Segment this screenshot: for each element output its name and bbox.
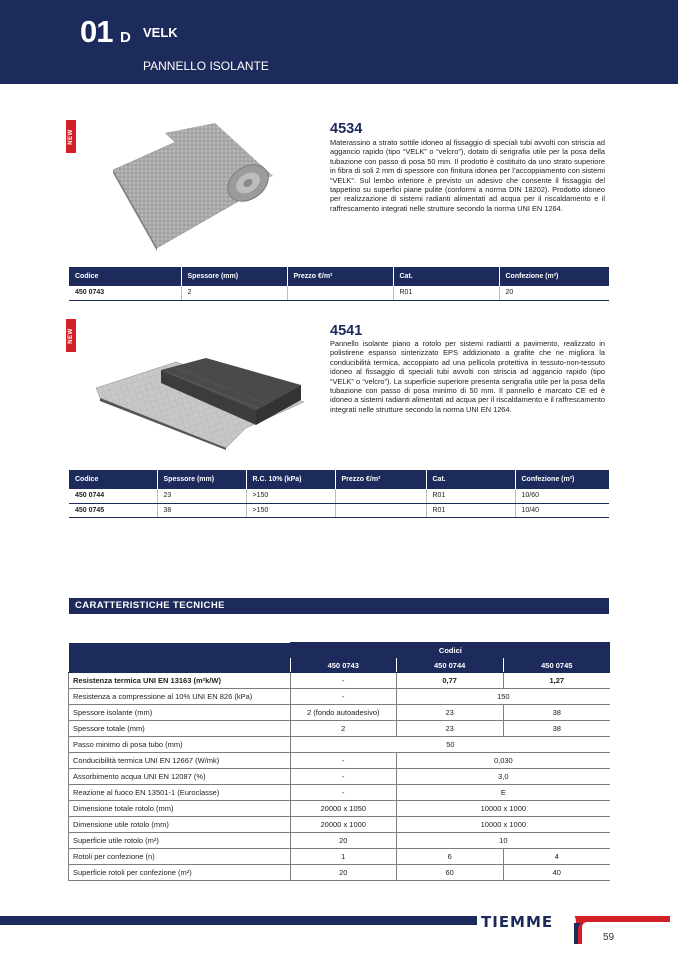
- cell: 20000 x 1050: [290, 801, 396, 817]
- table-row: [69, 865, 611, 881]
- table-row: [69, 689, 611, 705]
- product-table: [69, 267, 609, 301]
- new-badge-label: NEW: [68, 327, 74, 344]
- cell-code: 450 0743: [69, 286, 181, 300]
- row-label: Superficie rotoli per confezione (m²): [69, 865, 291, 881]
- cell: 2: [181, 286, 287, 300]
- codes-header: Codici: [290, 643, 610, 658]
- cell: -: [290, 785, 396, 801]
- row-label: Conducibilità termica UNI EN 12667 (W/mk): [69, 753, 291, 769]
- cell: 1,27: [503, 673, 610, 689]
- new-badge: [66, 120, 76, 153]
- product-description: Pannello isolante piano a rotolo per sistemi radianti a pavimento, realizzato in polistirene espanso sinterizzato EPS addizionato a grafite che ne migliora la conducibilità termica, accoppiato ad una pellicola protettiva in tessuto-non-tessuto idoneo al fissaggio di speciali tubi avvolti con striscia ad aggancio rapido (tipo “VELK” o “velcro”). La superficie superiore presenta serigrafia utile per la posa della tubazione con passo di posa minimo di 50 mm. Il pannello è marcato CE ed è idoneo a sistemi radianti alimentati ad acqua per il riscaldamento e il raffrescamento integrati nelle strutture secondo la norma UNI EN 1264.: [330, 339, 605, 414]
- section-number: 01: [80, 14, 113, 49]
- column-header: Codice: [69, 267, 181, 286]
- cell: 1: [290, 849, 396, 865]
- cell: 150: [396, 689, 610, 705]
- cell: 10/40: [515, 503, 609, 517]
- row-label: Passo minimo di posa tubo (mm): [69, 737, 291, 753]
- cell: R01: [426, 503, 515, 517]
- row-label: Resistenza a compressione al 10% UNI EN 826 (kPa): [69, 689, 291, 705]
- product-description: Materassino a strato sottile idoneo al fissaggio di speciali tubi avvolti con striscia ad aggancio rapido (tipo “VELK” o “velcro”), dotato di serigrafia utile per la posa della tubazione con passo di posa 50 mm. Il prodotto è costituito da uno strato superiore in fibra di soli 2 mm di spessore con finitura idonea per l’accoppiamento con sistemi “VELK”. Sul lembo inferiore è previsto un adesivo che consente il fissaggio del tappetino su superfici piane pulite (conformi a norma DIN 18202). Prodotto idoneo per realizzazione di sistemi radianti alimentati ad acqua per il riscaldamento e il raffrescamento integrati nelle strutture secondo la norma UNI EN 1264.: [330, 138, 605, 213]
- row-label: Rotoli per confezione (n): [69, 849, 291, 865]
- cell: [335, 489, 426, 503]
- tech-section-title: CARATTERISTICHE TECNICHE: [75, 600, 225, 611]
- cell: R01: [393, 286, 499, 300]
- table-row: [69, 673, 611, 689]
- cell: 50: [290, 737, 610, 753]
- row-label: Assorbimento acqua UNI EN 12087 (%): [69, 769, 291, 785]
- column-header: Prezzo €/m²: [287, 267, 393, 286]
- page-number: 59: [603, 932, 615, 943]
- code-column-header: 450 0745: [503, 658, 610, 673]
- column-header: Codice: [69, 470, 157, 489]
- code-column-header: 450 0744: [396, 658, 503, 673]
- cell: 23: [157, 489, 246, 503]
- cell: 0,77: [396, 673, 503, 689]
- cell: 20: [499, 286, 609, 300]
- column-header: Confezione (m²): [499, 267, 609, 286]
- table-row: [69, 769, 611, 785]
- column-header: R.C. 10% (kPa): [246, 470, 335, 489]
- column-header: Cat.: [426, 470, 515, 489]
- cell: 10: [396, 833, 610, 849]
- new-badge-label: NEW: [68, 128, 74, 145]
- cell: [335, 503, 426, 517]
- row-label: Spessore isolante (mm): [69, 705, 291, 721]
- table-row: [69, 737, 611, 753]
- table-row: [69, 503, 609, 517]
- section-title: VELK: [143, 25, 178, 40]
- new-badge: [66, 319, 76, 352]
- cell: -: [290, 753, 396, 769]
- cell: >150: [246, 489, 335, 503]
- cell: R01: [426, 489, 515, 503]
- table-row: [69, 705, 611, 721]
- brand-logo-text: TIEMME: [481, 913, 554, 931]
- product-code: 4534: [330, 121, 363, 137]
- cell: 38: [157, 503, 246, 517]
- cell: 3,0: [396, 769, 610, 785]
- cell: >150: [246, 503, 335, 517]
- cell: 20000 x 1000: [290, 817, 396, 833]
- row-label: Reazione al fuoco EN 13501-1 (Euroclasse): [69, 785, 291, 801]
- cell: [287, 286, 393, 300]
- product-table: [69, 470, 609, 518]
- cell: -: [290, 769, 396, 785]
- cell: 60: [396, 865, 503, 881]
- column-header: Confezione (m²): [515, 470, 609, 489]
- cell: 20: [290, 833, 396, 849]
- brand-swoosh-icon: [574, 910, 678, 950]
- eps-panel-roll-image: [96, 350, 306, 450]
- cell: 2: [290, 721, 396, 737]
- table-row: [69, 801, 611, 817]
- cell-code: 450 0745: [69, 503, 157, 517]
- code-column-header: 450 0743: [290, 658, 396, 673]
- row-label: Resistenza termica UNI EN 13163 (m²k/W): [69, 673, 291, 689]
- cell: 38: [503, 705, 610, 721]
- column-header: Spessore (mm): [181, 267, 287, 286]
- cell-code: 450 0744: [69, 489, 157, 503]
- cell: 23: [396, 721, 503, 737]
- cell: 0,030: [396, 753, 610, 769]
- row-label: Dimensione utile rotolo (mm): [69, 817, 291, 833]
- column-header: Cat.: [393, 267, 499, 286]
- cell: 4: [503, 849, 610, 865]
- row-label: Dimensione totale rotolo (mm): [69, 801, 291, 817]
- cell: 2 (fondo autoadesivo): [290, 705, 396, 721]
- cell: 10000 x 1000: [396, 801, 610, 817]
- cell: -: [290, 673, 396, 689]
- cell: E: [396, 785, 610, 801]
- section-letter: D: [120, 29, 131, 46]
- table-row: [69, 753, 611, 769]
- product-code: 4541: [330, 323, 363, 339]
- section-subtitle: PANNELLO ISOLANTE: [143, 59, 269, 73]
- cell: 23: [396, 705, 503, 721]
- cell: 40: [503, 865, 610, 881]
- table-row: [69, 286, 609, 300]
- table-row: [69, 489, 609, 503]
- table-row: [69, 833, 611, 849]
- column-header: Spessore (mm): [157, 470, 246, 489]
- cell: 10000 x 1000: [396, 817, 610, 833]
- brand-logo: [477, 910, 582, 932]
- cell: 38: [503, 721, 610, 737]
- table-row: [69, 721, 611, 737]
- cell: -: [290, 689, 396, 705]
- table-row: [69, 849, 611, 865]
- table-row: [69, 785, 611, 801]
- cell: 6: [396, 849, 503, 865]
- row-label: Superficie utile rotolo (m²): [69, 833, 291, 849]
- cell: 10/60: [515, 489, 609, 503]
- cell: 20: [290, 865, 396, 881]
- row-label: Spessore totale (mm): [69, 721, 291, 737]
- page-header: [0, 0, 678, 84]
- tech-specs-table: [68, 642, 610, 881]
- table-row: [69, 817, 611, 833]
- column-header: Prezzo €/m²: [335, 470, 426, 489]
- felt-roll-image: [105, 118, 280, 258]
- tech-section-title-bar: [69, 598, 609, 614]
